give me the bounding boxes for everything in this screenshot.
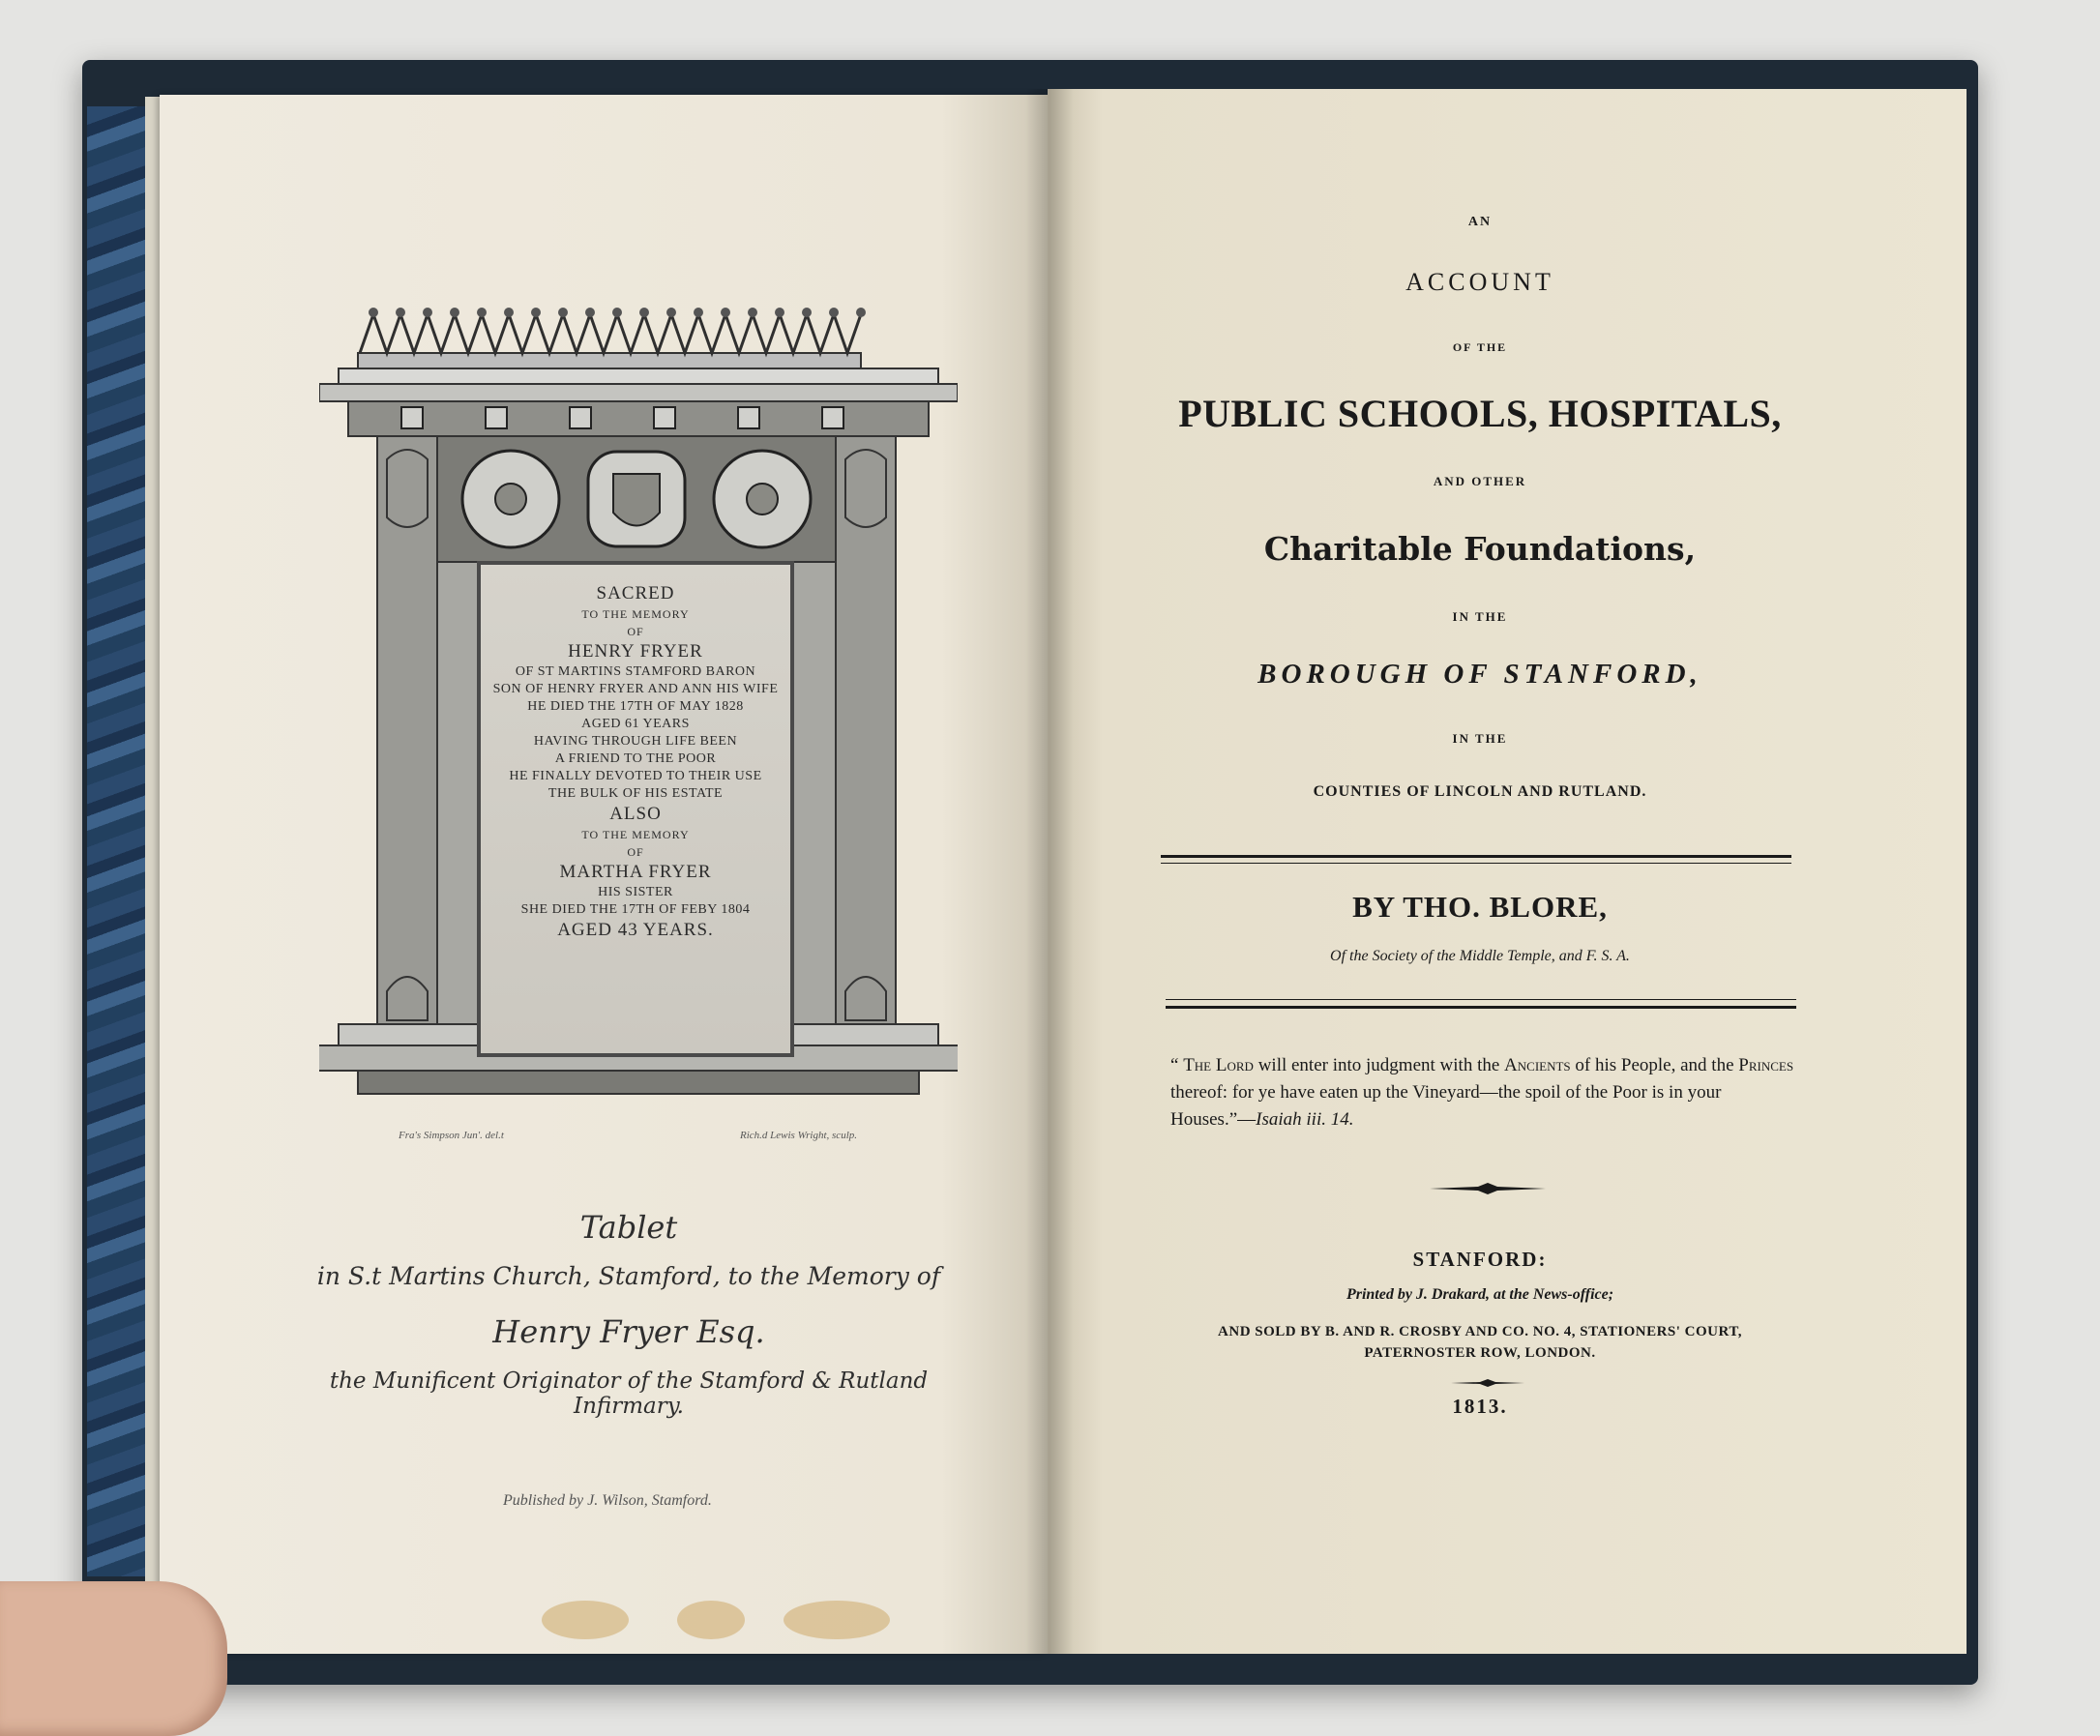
inscription-line: SACRED [596, 583, 675, 603]
title-of-the: OF THE [1452, 340, 1508, 354]
foxing-stain [677, 1601, 745, 1639]
reader-thumb [0, 1581, 227, 1736]
epigraph-quote [1170, 1052, 1801, 1133]
title-page [1048, 89, 1967, 1654]
title-charitable-foundations: Charitable Foundations, [1263, 530, 1697, 568]
engraving-credit-draughtsman: Fra's Simpson Jun'. del.t [399, 1130, 504, 1141]
inscription-line: SON OF HENRY FRYER AND ANN HIS WIFE [492, 682, 779, 696]
title-and-other: AND OTHER [1433, 474, 1527, 488]
quote-part1: will enter into judgment with the [1253, 1055, 1505, 1075]
tablet-inscription [477, 561, 794, 1057]
imprint-printer: Printed by J. Drakard, at the News-office; [1346, 1286, 1614, 1303]
quote-source: Isaiah iii. 14. [1256, 1109, 1354, 1130]
double-rule-bottom [1166, 1006, 1796, 1009]
quote-open: “ [1170, 1055, 1184, 1075]
title-an: AN [1467, 215, 1493, 229]
inscription-line: OF ST MARTINS STAMFORD BARON [515, 664, 756, 679]
quote-part3: thereof: for ye have eaten up the Vineyard—the spoil of the Poor is in your Houses.”— [1170, 1082, 1722, 1130]
inscription-line: AGED 43 YEARS. [557, 920, 714, 940]
imprint-place: STANFORD: [1412, 1248, 1548, 1271]
title-in-the: IN THE [1452, 609, 1508, 624]
inscription-line: OF [627, 625, 644, 638]
inscription-line: A FRIEND TO THE POOR [554, 751, 717, 766]
quote-lord: The Lord [1183, 1055, 1254, 1075]
inscription-line: HE FINALLY DEVOTED TO THEIR USE [509, 769, 762, 783]
inscription-line: THE BULK OF HIS ESTATE [547, 786, 724, 801]
inscription-line: TO THE MEMORY [581, 607, 690, 621]
inscription-line: AGED 61 YEARS [581, 717, 690, 731]
quote-part2: of his People, and the [1570, 1055, 1739, 1075]
double-rule-top-thin [1161, 863, 1791, 864]
foxing-stain [784, 1601, 890, 1639]
inscription-line: HENRY FRYER [568, 641, 703, 662]
inscription-line: HE DIED THE 17TH OF MAY 1828 [527, 699, 744, 714]
title-in-the-second: IN THE [1452, 731, 1508, 746]
inscription-line: ALSO [609, 804, 662, 824]
inscription-line: TO THE MEMORY [581, 828, 690, 841]
double-rule-bottom-thin [1166, 999, 1796, 1000]
inscription-line: HIS SISTER [598, 885, 673, 899]
marbled-cover-edge [87, 106, 145, 1576]
caption-description: the Munificent Originator of the Stamford & Rutland Infirmary. [329, 1368, 929, 1419]
caption-title: Tablet [579, 1209, 678, 1246]
title-borough: BOROUGH OF STANFORD, [1257, 659, 1702, 690]
small-ornamental-rule [1451, 1378, 1524, 1388]
inscription-line: SHE DIED THE 17TH OF FEBY 1804 [520, 902, 751, 917]
inscription-line: OF [627, 845, 644, 859]
gutter-shadow [1025, 89, 1074, 1654]
ornamental-rule [1430, 1182, 1546, 1195]
caption-location: in S.t Martins Church, Stamford, to the Memory of [316, 1262, 941, 1290]
engraving-credit-engraver: Rich.d Lewis Wright, sculp. [740, 1130, 857, 1141]
imprint-seller-address: PATERNOSTER ROW, LONDON. [1364, 1345, 1596, 1361]
plate-publisher-line: Published by J. Wilson, Stamford. [503, 1492, 712, 1509]
title-account: ACCOUNT [1405, 268, 1554, 296]
inscription-line: HAVING THROUGH LIFE BEEN [533, 734, 738, 749]
inscription-line: MARTHA FRYER [559, 862, 712, 882]
quote-princes: Princes [1738, 1055, 1794, 1075]
imprint-seller: AND SOLD BY B. AND R. CROSBY AND CO. NO. 4, STATIONERS' COURT, [1218, 1324, 1742, 1339]
main-title: PUBLIC SCHOOLS, HOSPITALS, [1178, 392, 1782, 435]
double-rule-top [1161, 855, 1791, 858]
imprint-year: 1813. [1452, 1395, 1508, 1418]
foxing-stain [542, 1601, 629, 1639]
author-line: BY THO. BLORE, [1352, 890, 1608, 924]
quote-ancients: Ancients [1504, 1055, 1571, 1075]
title-counties: COUNTIES OF LINCOLN AND RUTLAND. [1313, 783, 1647, 800]
caption-name: Henry Fryer Esq. [492, 1313, 765, 1350]
author-society: Of the Society of the Middle Temple, and F. S. A. [1330, 948, 1630, 964]
